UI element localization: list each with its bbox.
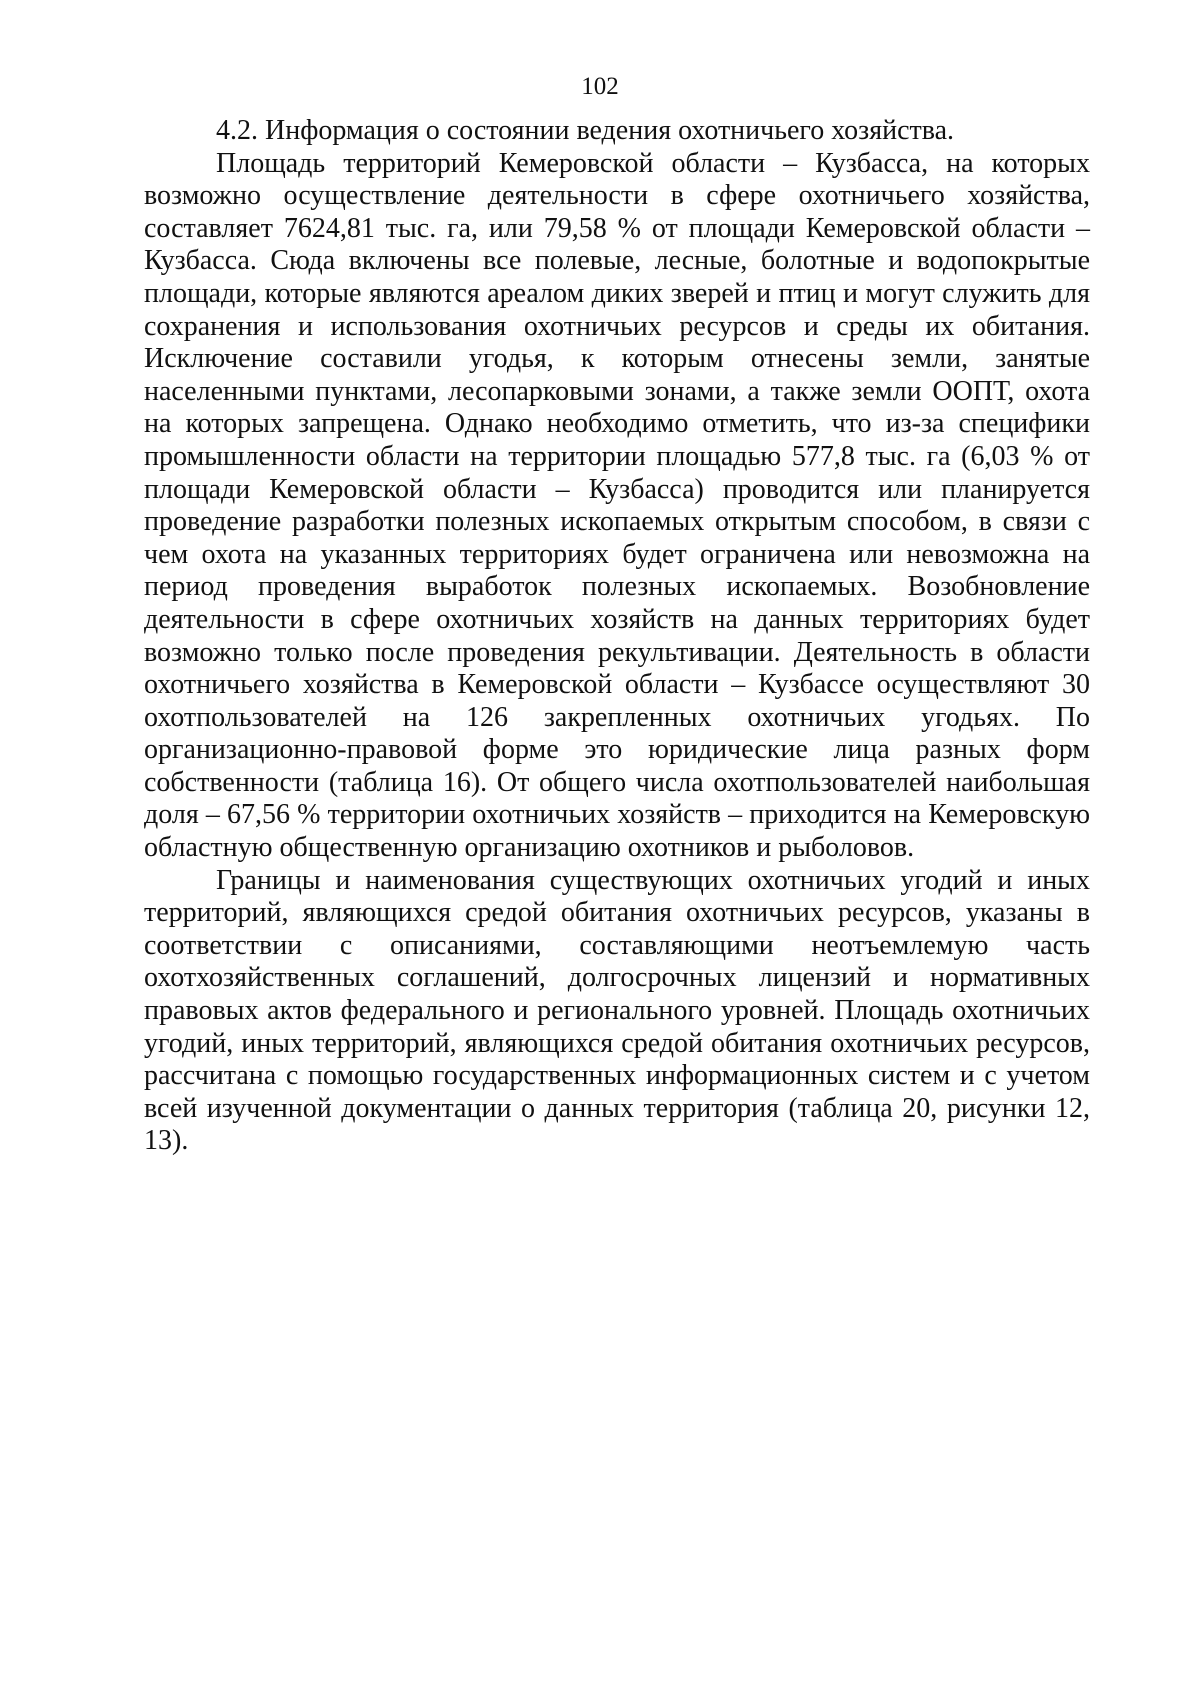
page-number: 102 [581,73,619,100]
page-content [144,115,1090,1158]
paragraph-hunting-area: Площадь территорий Кемеровской области – Кузбасса, на которых возможно осуществление деятельности в сфере охотничьего хозяйства, составляет 7624,81 тыс. га, или 79,58 % от площади Кемеровской области – Кузбасса. Сюда включены все полевые, лесные, болотные и водопокрытые площади, которые являются ареалом диких зверей и птиц и могут служить для сохранения и использования охотничьих ресурсов и среды их обитания. Исключение составили угодья, к которым отнесены земли, занятые населенными пунктами, лесопарковыми зонами, а также земли ООПТ, охота на которых запрещена. Однако необходимо отметить, что из-за специфики промышленности области на территории площадью 577,8 тыс. га (6,03 % от площади Кемеровской области – Кузбасса) проводится или планируется проведение разработки полезных ископаемых открытым способом, в связи с чем охота на указанных территориях будет ограничена или невозможна на период проведения выработок полезных ископаемых. Возобновление деятельности в сфере охотничьих хозяйств на данных территориях будет возможно только после проведения рекультивации. Деятельность в области охотничьего хозяйства в Кемеровской области – Кузбассе осуществляют 30 охотпользователей на 126 закрепленных охотничьих угодьях. По организационно-правовой форме это юридические лица разных форм собственности (таблица 16). От общего числа охотпользователей наибольшая доля – 67,56 % территории охотничьих хозяйств – приходится на Кемеровскую областную общественную организацию охотников и рыболовов. [144,147,1090,864]
section-heading: 4.2. Информация о состоянии ведения охотничьего хозяйства. [216,115,955,146]
paragraph-hunting-boundaries: Границы и наименования существующих охотничьих угодий и иных территорий, являющихся средой обитания охотничьих ресурсов, указаны в соответствии с описаниями, составляющими неотъемлемую часть охотхозяйственных соглашений, долгосрочных лицензий и нормативных правовых актов федерального и регионального уровней. Площадь охотничьих угодий, иных территорий, являющихся средой обитания охотничьих ресурсов, рассчитана с помощью государственных информационных систем и с учетом всей изученной документации о данных территория (таблица 20, рисунки 12, 13). [144,864,1090,1157]
